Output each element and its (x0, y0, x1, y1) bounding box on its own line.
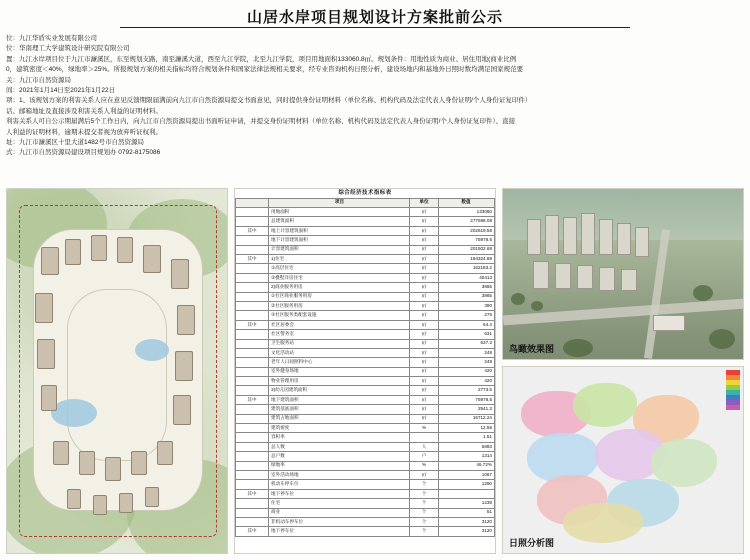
row-unit: ㎡ (410, 386, 439, 395)
render-building (599, 267, 615, 291)
row-value: 1314 (439, 452, 495, 461)
row-value: 202619.58 (439, 226, 495, 235)
row-group (236, 292, 269, 301)
row-item: 室外健身场地 (269, 367, 410, 376)
row-group (236, 452, 269, 461)
plan-building (175, 351, 193, 381)
legend-swatch (726, 405, 740, 410)
sunlight-zone (563, 503, 643, 543)
render-tree (709, 329, 735, 349)
table-row (236, 255, 495, 264)
table-row (236, 527, 495, 536)
row-value: 133060 (439, 208, 495, 217)
row-unit: ㎡ (410, 348, 439, 357)
row-value: 3120 (439, 527, 495, 536)
row-unit: ㎡ (410, 377, 439, 386)
page-title: 山居水岸项目规划设计方案批前公示 (246, 9, 503, 26)
col-value: 数值 (439, 198, 495, 207)
row-group (236, 301, 269, 310)
plan-building (37, 339, 55, 369)
index-table (235, 189, 495, 537)
render-tree (693, 285, 713, 301)
plan-building (173, 395, 191, 425)
plan-building (145, 487, 159, 507)
table-row (236, 452, 495, 461)
notice-line: 话、邮箱地址及直接涉及利害关系人利益的证明材料。 (6, 107, 162, 115)
row-group (236, 461, 269, 470)
row-unit: % (410, 461, 439, 470)
sunlight-zone (573, 383, 637, 427)
row-value: 75978.5 (439, 395, 495, 404)
row-value: 390 (439, 301, 495, 310)
row-group (236, 273, 269, 282)
row-item: 社区警务室 (269, 330, 410, 339)
plan-inner-road (67, 289, 167, 461)
plan-building (91, 235, 107, 261)
master-plan-image (6, 188, 228, 554)
table-row (236, 499, 495, 508)
row-item: 总建筑面积 (269, 217, 410, 226)
row-value: 248 (439, 358, 495, 367)
plan-water-body (135, 339, 169, 361)
row-unit: 个 (410, 508, 439, 517)
col-item: 项目 (269, 198, 410, 207)
table-row (236, 386, 495, 395)
col-group (236, 198, 269, 207)
row-unit: 个 (410, 499, 439, 508)
row-unit: ㎡ (410, 471, 439, 480)
table-row (236, 424, 495, 433)
table-row (236, 208, 495, 217)
row-item: 绿地率 (269, 461, 410, 470)
row-item: 2)商业服务用房 (269, 283, 410, 292)
row-group (236, 358, 269, 367)
plan-building (67, 489, 81, 509)
notice-line: 址：九江市濂溪区十里大道1482号市自然资源局 (6, 139, 144, 147)
row-item: 建筑基底面积 (269, 405, 410, 414)
row-item: 机动车停车位 (269, 480, 410, 489)
row-item: ②叠墅洋房住宅 (269, 273, 410, 282)
row-group (236, 245, 269, 254)
render-building (621, 269, 637, 291)
row-item: 室外活动场地 (269, 471, 410, 480)
row-unit: ㎡ (410, 330, 439, 339)
row-item: 地上计容建筑面积 (269, 226, 410, 235)
row-group (236, 283, 269, 292)
notice-line: 利害关系人可自公示期届满后5个工作日内，向九江市自然资源局提出书面听证申请，并提交身份证明材料（单位名称、机构代码及法定代表人身份证明/个人身份证复印件）、直接 (6, 118, 516, 126)
row-value: 3865 (439, 283, 495, 292)
sunlight-zone (651, 439, 717, 487)
plan-building (177, 305, 195, 335)
notice-line: 关：九江市自然资源局 (6, 76, 71, 84)
row-unit: 个 (410, 517, 439, 526)
row-unit: ㎡ (410, 283, 439, 292)
row-group (236, 348, 269, 357)
row-item: 总户数 (269, 452, 410, 461)
table-header-row (236, 198, 495, 207)
row-unit: ㎡ (410, 245, 439, 254)
table-body (236, 208, 495, 537)
row-value: 194324.88 (439, 255, 495, 264)
row-unit: % (410, 424, 439, 433)
render-building (577, 265, 593, 289)
row-item: 老年人日间照料中心 (269, 358, 410, 367)
row-item: ②社区服务用房 (269, 301, 410, 310)
row-value: 5883 (439, 442, 495, 451)
row-item: 建筑密度 (269, 424, 410, 433)
row-value: 1.51 (439, 433, 495, 442)
row-group (236, 367, 269, 376)
row-item: 计容建筑面积 (269, 245, 410, 254)
plan-building (119, 493, 133, 513)
table-row (236, 217, 495, 226)
sunlight-analysis-image (502, 366, 744, 554)
table-row (236, 433, 495, 442)
row-group (236, 377, 269, 386)
plan-building (105, 457, 121, 481)
row-value: 2773.5 (439, 386, 495, 395)
render-building (617, 223, 631, 255)
row-unit: 个 (410, 489, 439, 498)
notice-line: 0，建筑密度＜40%，绿地率＞25%。所报规划方案的相关指标均符合规划条件和国家法律法规相关要求，经专业咨询机构日照分析，建设场地内和基地外日照时数均满足国家规范要 (6, 66, 524, 74)
row-unit: ㎡ (410, 395, 439, 404)
row-value: 1067 (439, 471, 495, 480)
render-building (599, 219, 613, 255)
table-row (236, 489, 495, 498)
row-group: 其中 (236, 489, 269, 498)
row-group (236, 339, 269, 348)
table-row (236, 367, 495, 376)
row-value: 2541.3 (439, 405, 495, 414)
plan-building (93, 495, 107, 515)
col-unit: 单位 (410, 198, 439, 207)
row-value: 75978.5 (439, 236, 495, 245)
row-value: 152183.2 (439, 264, 495, 273)
table-row (236, 414, 495, 423)
row-item: 用地面积 (269, 208, 410, 217)
row-group (236, 311, 269, 320)
row-unit: ㎡ (410, 367, 439, 376)
row-item: 非机动车停车位 (269, 517, 410, 526)
table-row (236, 508, 495, 517)
table-row (236, 358, 495, 367)
table-row (236, 236, 495, 245)
plan-building (35, 293, 53, 323)
plan-building (53, 441, 69, 465)
row-item: 卫生服务站 (269, 339, 410, 348)
plan-building (171, 259, 189, 289)
row-value: 201502.68 (439, 245, 495, 254)
plan-building (143, 245, 161, 273)
sunlight-label: 日照分析图 (509, 538, 555, 548)
row-group (236, 405, 269, 414)
row-value: 51 (439, 508, 495, 517)
render-building (555, 263, 571, 289)
table-row (236, 292, 495, 301)
row-unit: ㎡ (410, 208, 439, 217)
plan-building (65, 239, 81, 265)
plan-building (41, 385, 57, 411)
row-item: 文化活动站 (269, 348, 410, 357)
row-item: ①高层住宅 (269, 264, 410, 273)
row-unit (410, 433, 439, 442)
row-unit: ㎡ (410, 358, 439, 367)
table-row (236, 320, 495, 329)
render-building (527, 219, 541, 255)
row-value: 420 (439, 367, 495, 376)
row-group (236, 442, 269, 451)
row-item: 总人数 (269, 442, 410, 451)
row-group: 其中 (236, 255, 269, 264)
row-unit: ㎡ (410, 226, 439, 235)
row-group (236, 330, 269, 339)
render-podium (653, 315, 685, 331)
row-unit: ㎡ (410, 405, 439, 414)
table-row (236, 471, 495, 480)
row-unit: ㎡ (410, 292, 439, 301)
row-item: 地下建筑面积 (269, 395, 410, 404)
row-unit: ㎡ (410, 217, 439, 226)
table-row (236, 245, 495, 254)
aerial-view-render (502, 188, 744, 360)
notice-text-block (6, 34, 744, 159)
row-item: ①社区商业服务用房 (269, 292, 410, 301)
table-row (236, 301, 495, 310)
row-value: 420 (439, 377, 495, 386)
table-row (236, 442, 495, 451)
plan-water-body (51, 399, 97, 427)
row-group (236, 471, 269, 480)
row-group (236, 508, 269, 517)
aerial-label: 鸟瞰效果图 (509, 344, 555, 354)
row-unit: ㎡ (410, 339, 439, 348)
row-value: 248 (439, 348, 495, 357)
row-value: 12.56 (439, 424, 495, 433)
table-row (236, 283, 495, 292)
render-building (563, 217, 577, 255)
table-title: 综合经济技术指标表 (338, 190, 392, 196)
row-group: 其中 (236, 395, 269, 404)
render-tree (563, 339, 593, 357)
render-building (545, 215, 559, 255)
table-row (236, 480, 495, 489)
row-item: 社区居委会 (269, 320, 410, 329)
table-row (236, 339, 495, 348)
row-item: 容积率 (269, 433, 410, 442)
plan-building (157, 441, 173, 465)
row-unit: 户 (410, 452, 439, 461)
row-value: 637.2 (439, 339, 495, 348)
table-row (236, 311, 495, 320)
row-group (236, 236, 269, 245)
row-group (236, 424, 269, 433)
row-value: 40413 (439, 273, 495, 282)
row-group: 其中 (236, 226, 269, 235)
row-value: 631 (439, 330, 495, 339)
table-row (236, 330, 495, 339)
plan-building (79, 451, 95, 475)
row-item: 建筑占地面积 (269, 414, 410, 423)
row-unit: ㎡ (410, 255, 439, 264)
notice-line: 人利益的证明材料，逾期未提交者视为放弃听证权利。 (6, 128, 162, 136)
table-row (236, 264, 495, 273)
plan-building (41, 247, 59, 275)
row-group (236, 208, 269, 217)
row-unit: 人 (410, 442, 439, 451)
table-row (236, 395, 495, 404)
notice-line: 位：九江华盾实业发展有限公司 (6, 35, 97, 42)
table-row (236, 405, 495, 414)
row-value: 277598.08 (439, 217, 495, 226)
row-unit: 个 (410, 480, 439, 489)
table-row (236, 273, 495, 282)
render-tree (511, 293, 525, 305)
row-item: 3)幼儿园建筑面积 (269, 386, 410, 395)
notice-line: 置：九江水岸项目位于九江市濂溪区，东至规划支路，南至濂溪大道，西至九江学院，北至九江学院，项目用地面积133060.8㎡。规划条件：用地性质为商业、居住用地(商业比例 (6, 55, 517, 63)
sunlight-legend (726, 370, 740, 410)
row-unit: ㎡ (410, 273, 439, 282)
economic-index-table (234, 188, 496, 554)
render-building (533, 261, 549, 289)
plan-building (117, 237, 133, 263)
row-item: 商业 (269, 508, 410, 517)
row-item: 住宅 (269, 499, 410, 508)
row-unit: ㎡ (410, 320, 439, 329)
row-group (236, 480, 269, 489)
row-value: 3120 (439, 517, 495, 526)
row-group (236, 517, 269, 526)
row-value: 1239 (439, 499, 495, 508)
notice-line: 式：九江市自然资源局建设项目规划办 0792-8175086 (6, 149, 161, 157)
row-value: 276 (439, 311, 495, 320)
notice-line: 位：华南理工大学建筑设计研究院有限公司 (6, 45, 130, 53)
row-item: 地下停车位 (269, 527, 410, 536)
row-item: ③社区服务类配套设施 (269, 311, 410, 320)
row-unit: ㎡ (410, 301, 439, 310)
row-group (236, 414, 269, 423)
row-unit: ㎡ (410, 414, 439, 423)
row-group: 其中 (236, 320, 269, 329)
row-group (236, 386, 269, 395)
render-tree (531, 301, 543, 311)
table-row (236, 461, 495, 470)
plan-building (131, 451, 147, 475)
table-row (236, 377, 495, 386)
row-group (236, 499, 269, 508)
row-unit: ㎡ (410, 264, 439, 273)
render-building (581, 213, 595, 255)
notice-line: 项：1、该规划方案的利害关系人应在意见反馈期限届满前向九江市自然资源局提交书面意见，同时提供身份证明材料（单位名称、机构代码及法定代表人身份证明/个人身份证复印件） (6, 97, 532, 105)
row-value: 16712.24 (439, 414, 495, 423)
notice-line: 间：2021年1月14日至2021年1月22日 (6, 87, 116, 95)
render-building (635, 227, 649, 257)
row-value (439, 489, 495, 498)
row-item: 物业管理用房 (269, 377, 410, 386)
table-row (236, 517, 495, 526)
row-unit: 个 (410, 527, 439, 536)
row-value: 46.72% (439, 461, 495, 470)
table-row (236, 226, 495, 235)
row-item: 地下计容建筑面积 (269, 236, 410, 245)
row-unit: ㎡ (410, 311, 439, 320)
row-group (236, 433, 269, 442)
table-row (236, 348, 495, 357)
row-value: 64.4 (439, 320, 495, 329)
row-item: 1)住宅 (269, 255, 410, 264)
row-group (236, 217, 269, 226)
row-group (236, 264, 269, 273)
row-item: 地下停车位 (269, 489, 410, 498)
row-group: 其中 (236, 527, 269, 536)
row-value: 3865 (439, 292, 495, 301)
title-divider (120, 27, 630, 28)
row-value: 1290 (439, 480, 495, 489)
row-unit: ㎡ (410, 236, 439, 245)
